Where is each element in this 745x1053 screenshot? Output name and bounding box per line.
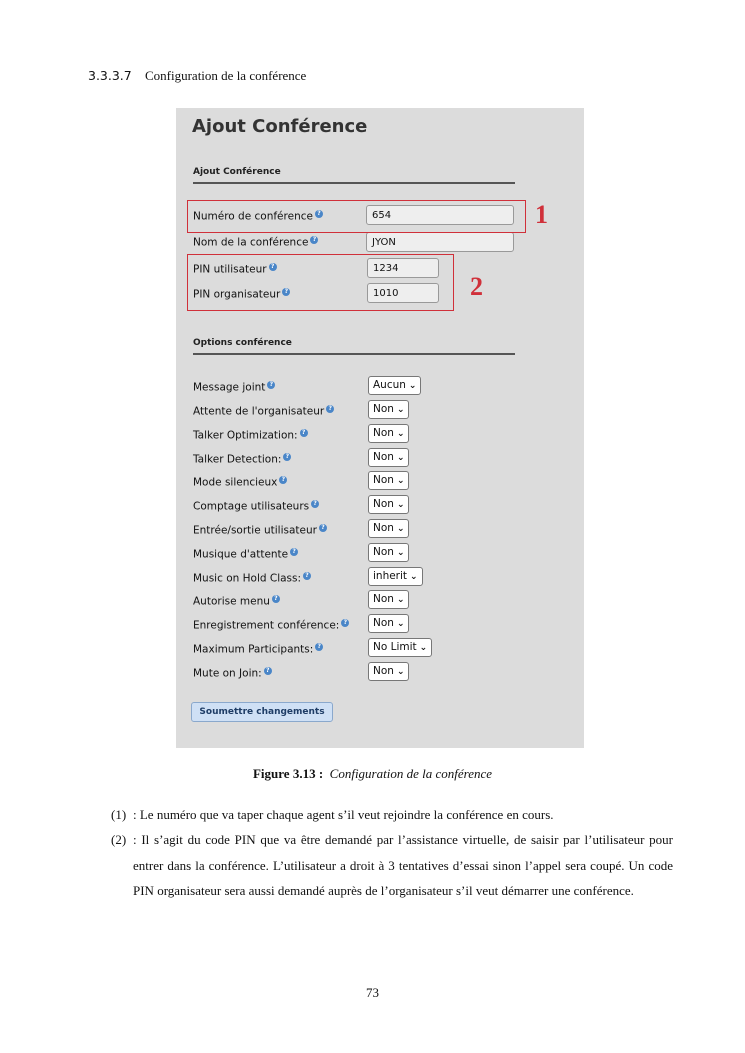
option-label-autorise-menu: Autorise menu ? (193, 595, 280, 608)
section-number: 3.3.3.7 (88, 68, 132, 83)
help-icon[interactable]: ? (264, 667, 272, 675)
annotation-box-2 (187, 254, 454, 311)
help-icon[interactable]: ? (269, 263, 277, 271)
nom-conference-input[interactable]: JYON (366, 232, 514, 252)
help-icon[interactable]: ? (326, 405, 334, 413)
note-text: : Il s’agit du code PIN que va être demandé par l’assistance virtuelle, de saisir par l’utilisateur pour entrer dans la conférence. L’utilisateur a droit à 3 tentatives d’essai sinon l’appel sera coupé. Un code PIN organisateur sera aussi demandé auprès de l’organisateur s’il veut démarrer une conférence. (133, 832, 673, 898)
chevron-down-icon: ⌄ (396, 595, 405, 605)
option-label-mute-on-join: Mute on Join: ? (193, 667, 272, 680)
pin-utilisateur-input[interactable]: 1234 (367, 258, 439, 278)
option-label-message-joint: Message joint ? (193, 381, 275, 394)
help-icon[interactable]: ? (311, 500, 319, 508)
comptage-utilisateurs-select[interactable]: Non ⌄ (368, 495, 409, 514)
chevron-down-icon: ⌄ (410, 572, 418, 582)
option-label-attente-organisateur: Attente de l'organisateur ? (193, 405, 334, 418)
figure-label: Figure 3.13 : (252, 766, 324, 781)
divider (193, 182, 515, 184)
pin-organisateur-input[interactable]: 1010 (367, 283, 439, 303)
field-label-pin-utilisateur: PIN utilisateur ? (193, 263, 277, 276)
help-icon[interactable]: ? (303, 572, 311, 580)
help-icon[interactable]: ? (290, 548, 298, 556)
figure-caption (0, 766, 745, 782)
figure-title: Configuration de la conférence (329, 766, 493, 781)
chevron-down-icon: ⌄ (396, 524, 405, 534)
help-icon[interactable]: ? (300, 429, 308, 437)
help-icon[interactable]: ? (267, 381, 275, 389)
help-icon[interactable]: ? (279, 476, 287, 484)
field-label-nom: Nom de la conférence ? (193, 236, 318, 249)
group-title-options: Options conférence (193, 338, 292, 348)
section-title: Configuration de la conférence (144, 68, 307, 83)
chevron-down-icon: ⌄ (408, 381, 417, 391)
chevron-down-icon: ⌄ (396, 429, 405, 439)
numero-conference-input[interactable]: 654 (366, 205, 514, 225)
option-label-comptage-utilisateurs: Comptage utilisateurs ? (193, 500, 319, 513)
mute-on-join-select[interactable]: Non ⌄ (368, 662, 409, 681)
entree-sortie-select[interactable]: Non ⌄ (368, 519, 409, 538)
help-icon[interactable]: ? (310, 236, 318, 244)
field-label-pin-organisateur: PIN organisateur ? (193, 288, 290, 301)
option-label-musique-attente: Musique d'attente ? (193, 548, 298, 561)
help-icon[interactable]: ? (272, 595, 280, 603)
help-icon[interactable]: ? (282, 288, 290, 296)
talker-optimization-select[interactable]: Non ⌄ (368, 424, 409, 443)
section-heading (88, 68, 306, 84)
note-number: (1) (111, 807, 127, 822)
chevron-down-icon: ⌄ (396, 500, 405, 510)
note-number: (2) (111, 832, 127, 847)
page-number: 73 (366, 985, 379, 1000)
option-label-mode-silencieux: Mode silencieux ? (193, 476, 287, 489)
annotation-label-2: 2 (470, 272, 483, 301)
musique-attente-select[interactable]: Non ⌄ (368, 543, 409, 562)
help-icon[interactable]: ? (283, 453, 291, 461)
note-2 (111, 827, 673, 904)
maximum-participants-select[interactable]: No Limit ⌄ (368, 638, 432, 657)
note-text: : Le numéro que va taper chaque agent s’il veut rejoindre la conférence en cours. (133, 807, 554, 822)
talker-detection-select[interactable]: Non ⌄ (368, 448, 409, 467)
mode-silencieux-select[interactable]: Non ⌄ (368, 471, 409, 490)
chevron-down-icon: ⌄ (396, 619, 405, 629)
chevron-down-icon: ⌄ (396, 476, 405, 486)
option-label-talker-detection: Talker Detection: ? (193, 453, 291, 466)
enregistrement-select[interactable]: Non ⌄ (368, 614, 409, 633)
divider (193, 353, 515, 355)
group-title-ajout: Ajout Conférence (193, 167, 281, 177)
option-label-maximum-participants: Maximum Participants: ? (193, 643, 323, 656)
music-on-hold-class-select[interactable]: inherit ⌄ (368, 567, 423, 586)
autorise-menu-select[interactable]: Non ⌄ (368, 590, 409, 609)
attente-organisateur-select[interactable]: Non ⌄ (368, 400, 409, 419)
help-icon[interactable]: ? (319, 524, 327, 532)
chevron-down-icon: ⌄ (396, 405, 405, 415)
chevron-down-icon: ⌄ (396, 453, 405, 463)
panel-title: Ajout Conférence (192, 116, 368, 137)
note-1 (111, 802, 673, 828)
help-icon[interactable]: ? (315, 643, 323, 651)
option-label-entree-sortie: Entrée/sortie utilisateur ? (193, 524, 327, 537)
chevron-down-icon: ⌄ (396, 548, 405, 558)
field-label-numero: Numéro de conférence ? (193, 210, 323, 223)
option-label-talker-optimization: Talker Optimization: ? (193, 429, 308, 442)
chevron-down-icon: ⌄ (419, 643, 428, 653)
submit-changes-button[interactable]: Soumettre changements (191, 702, 333, 722)
message-joint-select[interactable]: Aucun ⌄ (368, 376, 421, 395)
option-label-enregistrement: Enregistrement conférence: ? (193, 619, 349, 632)
chevron-down-icon: ⌄ (396, 667, 405, 677)
help-icon[interactable]: ? (315, 210, 323, 218)
option-label-music-on-hold-class: Music on Hold Class: ? (193, 572, 311, 585)
help-icon[interactable]: ? (341, 619, 349, 627)
annotation-box-1 (187, 200, 526, 233)
annotation-label-1: 1 (535, 200, 548, 229)
